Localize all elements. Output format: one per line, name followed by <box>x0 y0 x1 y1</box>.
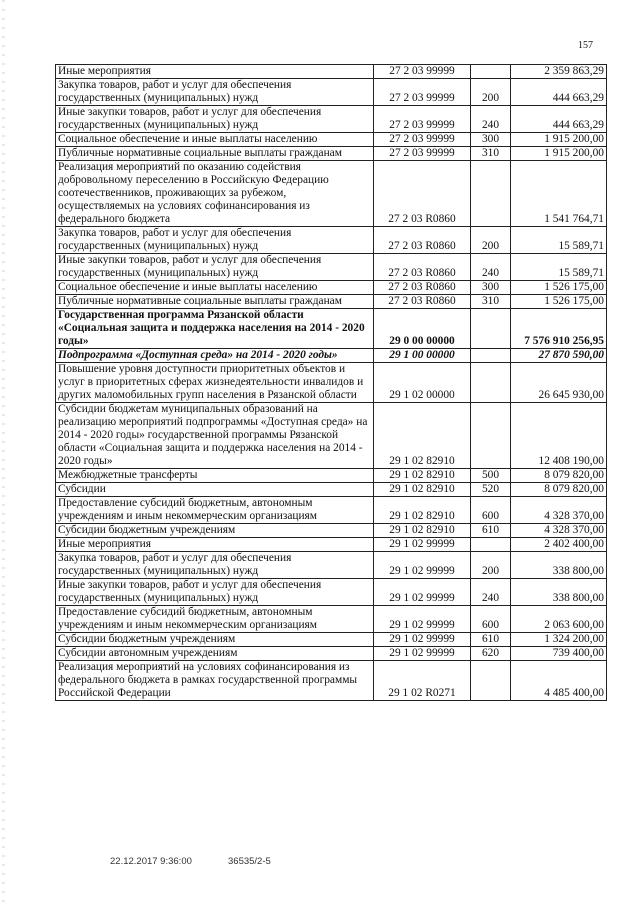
row-sum-cell: 444 663,29 <box>511 79 607 106</box>
row-code-cell: 29 1 02 99999 <box>374 633 471 647</box>
row-code-cell: 29 1 02 82910 <box>374 497 471 524</box>
row-sum-cell: 7 576 910 256,95 <box>511 309 607 349</box>
row-sum-cell: 8 079 820,00 <box>511 483 607 497</box>
row-type-cell: 310 <box>471 295 511 309</box>
row-code-cell: 27 2 03 R0860 <box>374 281 471 295</box>
row-name-cell: Субсидии бюджетным учреждениям <box>56 524 374 538</box>
row-code-cell: 29 1 02 99999 <box>374 538 471 552</box>
scan-edge-artifact <box>2 0 5 905</box>
row-code-cell: 27 2 03 99999 <box>374 147 471 161</box>
row-name-cell: Закупка товаров, работ и услуг для обеспечения государственных (муниципальных) нужд <box>56 227 374 254</box>
budget-table <box>55 64 607 701</box>
row-type-cell: 600 <box>471 497 511 524</box>
row-name-cell: Иные мероприятия <box>56 65 374 79</box>
row-sum-cell: 15 589,71 <box>511 227 607 254</box>
row-type-cell <box>471 65 511 79</box>
row-code-cell: 27 2 03 R0860 <box>374 295 471 309</box>
row-name-cell: Закупка товаров, работ и услуг для обеспечения государственных (муниципальных) нужд <box>56 552 374 579</box>
row-type-cell <box>471 161 511 227</box>
table-row <box>56 281 607 295</box>
row-type-cell: 520 <box>471 483 511 497</box>
row-sum-cell: 444 663,29 <box>511 106 607 133</box>
row-code-cell: 29 1 02 99999 <box>374 552 471 579</box>
row-type-cell: 500 <box>471 469 511 483</box>
table-row <box>56 106 607 133</box>
row-name-cell: Повышение уровня доступности приоритетных объектов и услуг в приоритетных сферах жизнедеятельности инвалидов и других маломобильных групп населения в Рязанской области <box>56 363 374 403</box>
row-type-cell: 610 <box>471 633 511 647</box>
table-row <box>56 227 607 254</box>
row-name-cell: Субсидии <box>56 483 374 497</box>
footer-date: 22.12.2017 9:36:00 <box>110 856 192 867</box>
table-row <box>56 661 607 701</box>
row-sum-cell: 1 541 764,71 <box>511 161 607 227</box>
table-row <box>56 147 607 161</box>
row-name-cell: Субсидии автономным учреждениям <box>56 647 374 661</box>
row-type-cell: 200 <box>471 227 511 254</box>
row-code-cell: 29 1 02 82910 <box>374 483 471 497</box>
row-name-cell: Государственная программа Рязанской области «Социальная защита и поддержка населения на 2014 - 2020 годы» <box>56 309 374 349</box>
row-name-cell: Иные закупки товаров, работ и услуг для обеспечения государственных (муниципальных) нужд <box>56 579 374 606</box>
table-row <box>56 133 607 147</box>
row-sum-cell: 1 915 200,00 <box>511 147 607 161</box>
table-row <box>56 483 607 497</box>
row-code-cell: 29 1 02 R0271 <box>374 661 471 701</box>
row-sum-cell: 1 915 200,00 <box>511 133 607 147</box>
row-sum-cell: 338 800,00 <box>511 552 607 579</box>
row-type-cell: 200 <box>471 552 511 579</box>
row-name-cell: Предоставление субсидий бюджетным, автономным учреждениям и иным некоммерческим организациям <box>56 497 374 524</box>
row-type-cell <box>471 538 511 552</box>
row-name-cell: Иные мероприятия <box>56 538 374 552</box>
row-code-cell: 29 1 02 99999 <box>374 647 471 661</box>
table-row <box>56 363 607 403</box>
table-row <box>56 606 607 633</box>
row-name-cell: Публичные нормативные социальные выплаты гражданам <box>56 295 374 309</box>
row-code-cell: 29 1 02 00000 <box>374 363 471 403</box>
table-row <box>56 538 607 552</box>
row-name-cell: Субсидии бюджетам муниципальных образований на реализацию мероприятий подпрограммы «Доступная среда» на 2014 - 2020 годы» государственной программы Рязанской области «Социальная защита и поддержка населения на 2014 - 2020 годы» <box>56 403 374 469</box>
row-type-cell <box>471 349 511 363</box>
row-code-cell: 29 1 02 82910 <box>374 403 471 469</box>
row-sum-cell: 2 359 863,29 <box>511 65 607 79</box>
row-sum-cell: 12 408 190,00 <box>511 403 607 469</box>
row-code-cell: 29 1 02 82910 <box>374 469 471 483</box>
row-code-cell: 29 1 00 00000 <box>374 349 471 363</box>
row-sum-cell: 1 526 175,00 <box>511 281 607 295</box>
row-type-cell: 620 <box>471 647 511 661</box>
row-name-cell: Межбюджетные трансферты <box>56 469 374 483</box>
row-sum-cell: 1 526 175,00 <box>511 295 607 309</box>
row-code-cell: 29 1 02 99999 <box>374 579 471 606</box>
row-type-cell: 240 <box>471 579 511 606</box>
row-type-cell: 240 <box>471 254 511 281</box>
table-row <box>56 161 607 227</box>
row-name-cell: Публичные нормативные социальные выплаты гражданам <box>56 147 374 161</box>
row-type-cell: 200 <box>471 79 511 106</box>
table-row <box>56 65 607 79</box>
table-row <box>56 633 607 647</box>
table-row <box>56 469 607 483</box>
table-row <box>56 524 607 538</box>
row-code-cell: 29 1 02 99999 <box>374 606 471 633</box>
row-name-cell: Иные закупки товаров, работ и услуг для обеспечения государственных (муниципальных) нужд <box>56 106 374 133</box>
row-code-cell: 27 2 03 R0860 <box>374 227 471 254</box>
row-type-cell <box>471 309 511 349</box>
row-sum-cell: 27 870 590,00 <box>511 349 607 363</box>
row-type-cell <box>471 363 511 403</box>
row-sum-cell: 4 485 400,00 <box>511 661 607 701</box>
row-type-cell <box>471 661 511 701</box>
row-sum-cell: 739 400,00 <box>511 647 607 661</box>
table-row <box>56 309 607 349</box>
row-name-cell: Закупка товаров, работ и услуг для обеспечения государственных (муниципальных) нужд <box>56 79 374 106</box>
table-row <box>56 254 607 281</box>
row-sum-cell: 4 328 370,00 <box>511 497 607 524</box>
row-code-cell: 27 2 03 99999 <box>374 65 471 79</box>
row-name-cell: Социальное обеспечение и иные выплаты населению <box>56 133 374 147</box>
row-code-cell: 29 0 00 00000 <box>374 309 471 349</box>
row-sum-cell: 26 645 930,00 <box>511 363 607 403</box>
table-row <box>56 79 607 106</box>
row-code-cell: 27 2 03 R0860 <box>374 161 471 227</box>
row-type-cell <box>471 403 511 469</box>
row-name-cell: Подпрограмма «Доступная среда» на 2014 - 2020 годы» <box>56 349 374 363</box>
table-row <box>56 579 607 606</box>
table-row <box>56 403 607 469</box>
page-number: 157 <box>578 40 593 51</box>
row-type-cell: 240 <box>471 106 511 133</box>
row-name-cell: Предоставление субсидий бюджетным, автономным учреждениям и иным некоммерческим организациям <box>56 606 374 633</box>
footer-document-number: 36535/2-5 <box>228 856 271 867</box>
row-sum-cell: 8 079 820,00 <box>511 469 607 483</box>
table-row <box>56 295 607 309</box>
row-code-cell: 27 2 03 99999 <box>374 106 471 133</box>
row-type-cell: 310 <box>471 147 511 161</box>
table-row <box>56 349 607 363</box>
row-name-cell: Субсидии бюджетным учреждениям <box>56 633 374 647</box>
row-sum-cell: 2 063 600,00 <box>511 606 607 633</box>
row-code-cell: 27 2 03 R0860 <box>374 254 471 281</box>
table-row <box>56 497 607 524</box>
row-type-cell: 300 <box>471 133 511 147</box>
row-sum-cell: 338 800,00 <box>511 579 607 606</box>
table-body <box>56 65 607 701</box>
table-row <box>56 552 607 579</box>
row-type-cell: 600 <box>471 606 511 633</box>
row-name-cell: Реализация мероприятий по оказанию содействия добровольному переселению в Российскую Федерацию соотечественников, проживающих за рубежом, осуществляемых на условиях софинансирования из федерального бюджета <box>56 161 374 227</box>
row-sum-cell: 4 328 370,00 <box>511 524 607 538</box>
row-name-cell: Социальное обеспечение и иные выплаты населению <box>56 281 374 295</box>
row-sum-cell: 1 324 200,00 <box>511 633 607 647</box>
row-code-cell: 27 2 03 99999 <box>374 79 471 106</box>
row-sum-cell: 2 402 400,00 <box>511 538 607 552</box>
row-code-cell: 29 1 02 82910 <box>374 524 471 538</box>
row-type-cell: 300 <box>471 281 511 295</box>
row-type-cell: 610 <box>471 524 511 538</box>
row-name-cell: Иные закупки товаров, работ и услуг для обеспечения государственных (муниципальных) нужд <box>56 254 374 281</box>
row-name-cell: Реализация мероприятий на условиях софинансирования из федерального бюджета в рамках государственной программы Российской Федерации <box>56 661 374 701</box>
row-code-cell: 27 2 03 99999 <box>374 133 471 147</box>
row-sum-cell: 15 589,71 <box>511 254 607 281</box>
table-row <box>56 647 607 661</box>
